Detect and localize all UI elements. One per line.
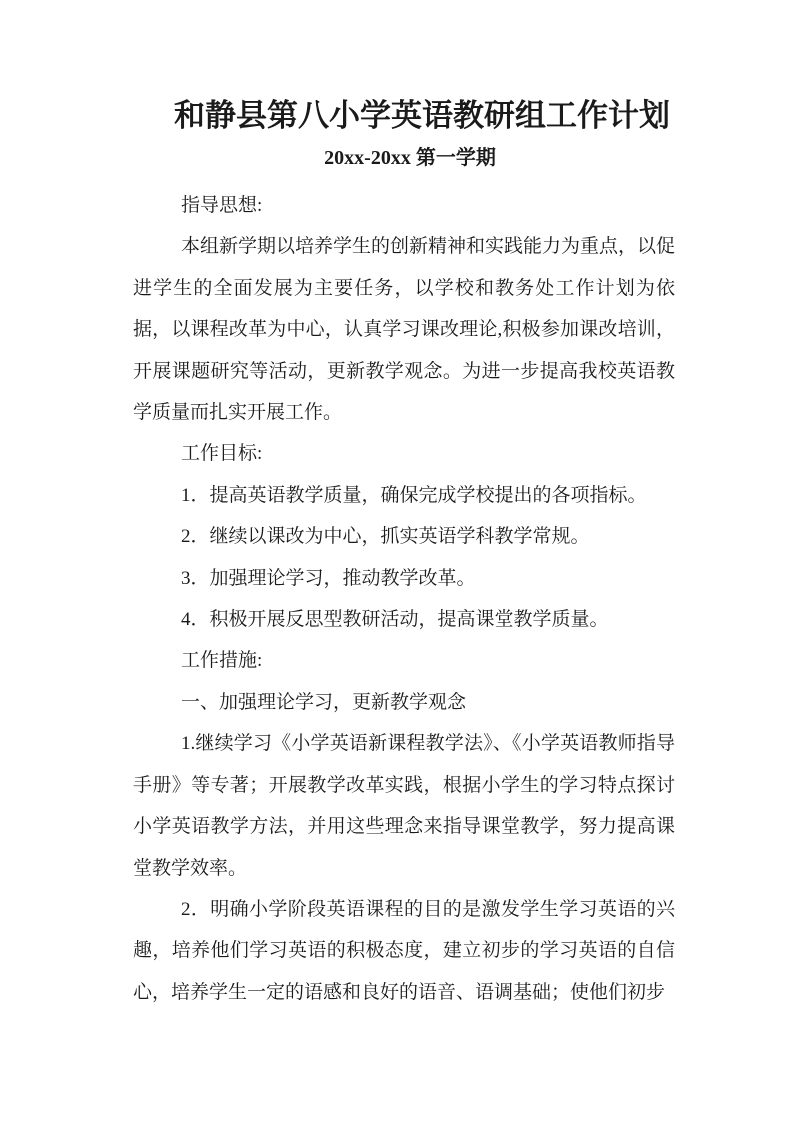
paragraph: 1.继续学习《小学英语新课程教学法》、《小学英语教师指导手册》等专著；开展教学改革实践，根据小学生的学习特点探讨小学英语教学方法，并用这些理念来指导课堂教学，努力提高课堂教学效率。 xyxy=(133,733,675,879)
paragraph: 4．积极开展反思型教研活动，提高课堂教学质量。 xyxy=(181,609,609,631)
paragraph: 一、加强理论学习，更新教学观念 xyxy=(181,691,467,713)
paragraph: 3．加强理论学习，推动教学改革。 xyxy=(181,567,476,589)
paragraph: 1．提高英语教学质量，确保完成学校提出的各项指标。 xyxy=(181,484,647,506)
paragraph: 工作措施: xyxy=(181,650,263,672)
document-title: 和静县第八小学英语教研组工作计划 xyxy=(174,98,670,133)
paragraph: 工作目标: xyxy=(181,443,263,465)
document-subtitle: 20xx-20xx 第一学期 xyxy=(324,147,496,169)
document-body xyxy=(133,185,675,1013)
paragraph: 2．继续以课改为中心，抓实英语学科教学常规。 xyxy=(181,526,590,548)
paragraph: 指导思想: xyxy=(181,195,263,216)
paragraph: 2．明确小学阶段英语课程的目的是激发学生学习英语的兴趣，培养他们学习英语的积极态度，建立初步的学习英语的自信心，培养学生一定的语感和良好的语音、语调基础；使他们初步 xyxy=(133,898,675,1003)
paragraph: 本组新学期以培养学生的创新精神和实践能力为重点，以促进学生的全面发展为主要任务，以学校和教务处工作计划为依据，以课程改革为中心，认真学习课改理论,积极参加课改培训，开展课题研究等活动，更新教学观念。为进一步提高我校英语教学质量而扎实开展工作。 xyxy=(133,236,676,424)
